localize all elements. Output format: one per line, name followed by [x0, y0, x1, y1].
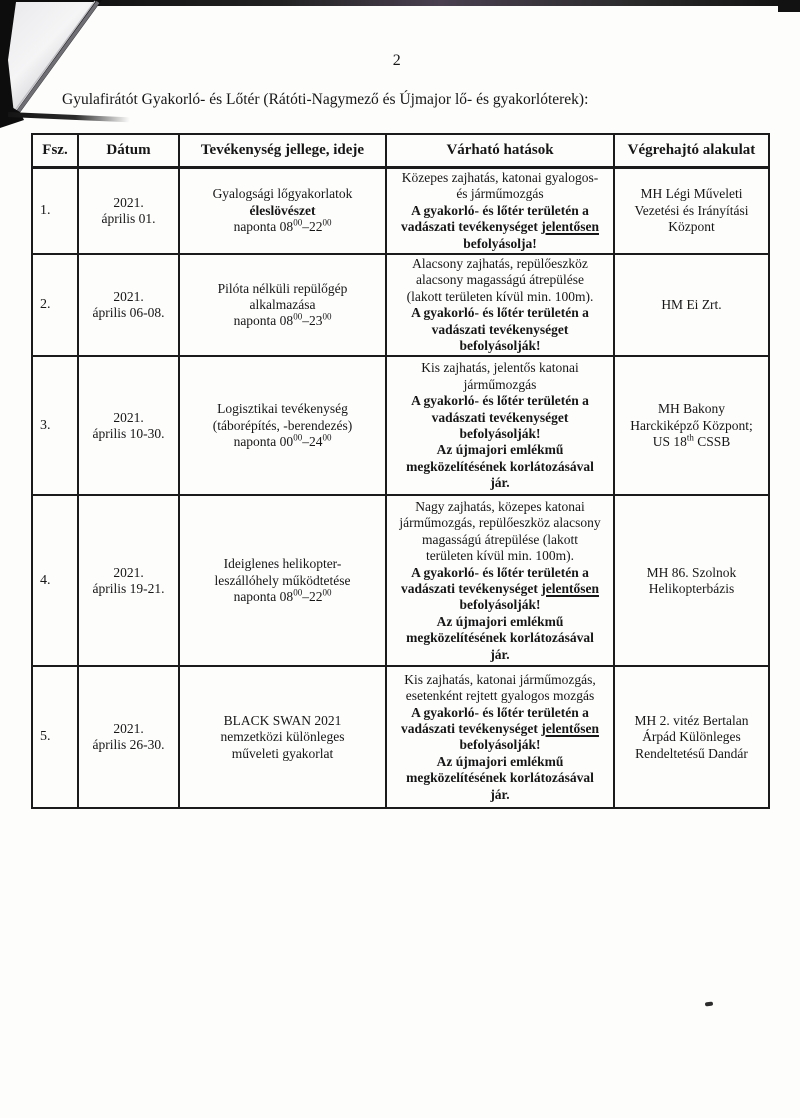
cell-activity	[179, 356, 386, 495]
cell-line: BLACK SWAN 2021	[223, 712, 342, 728]
cell-line: megközelítésének korlátozásával	[406, 630, 594, 646]
cell-effects	[386, 356, 614, 495]
cell-line: MH Bakony	[657, 401, 726, 417]
header-cell: Várható hatások	[386, 134, 614, 168]
cell-line: nemzetközi különleges	[220, 729, 345, 745]
cell-line: járműmozgás, repülőeszköz alacsony	[399, 515, 601, 531]
table-row	[32, 356, 769, 495]
cell-line: 2021.	[113, 288, 144, 304]
cell-line: Nagy zajhatás, közepes katonai	[415, 498, 585, 514]
cell-line: járműmozgás	[463, 376, 537, 392]
cell-line: Harckiképző Központ;	[630, 417, 753, 433]
cell-line: befolyásolják!	[459, 737, 541, 753]
cell-line: Alacsony zajhatás, repülőeszköz	[412, 256, 588, 272]
cell-line: A gyakorló- és lőtér területén a	[411, 704, 589, 720]
table-row	[32, 254, 769, 356]
cell-line: MH 2. vitéz Bertalan	[634, 712, 749, 728]
cell-line: Az újmajori emlékmű	[436, 753, 564, 769]
cell-line: befolyásolják!	[459, 338, 541, 354]
cell-line: MH Légi Műveleti	[640, 186, 743, 202]
cell-line: Az újmajori emlékmű	[436, 613, 564, 629]
document-heading: Gyulafirátót Gyakorló- és Lőtér (Rátóti-Nagymező és Újmajor lő- és gyakorlóterek):	[62, 91, 589, 108]
cell-activity	[179, 168, 386, 255]
cell-activity	[179, 666, 386, 808]
cell-line: műveleti gyakorlat	[231, 745, 334, 761]
header-cell: Tevékenység jellege, ideje	[179, 134, 386, 168]
cell-line: naponta $08^{00}-22^{00}$	[233, 217, 332, 235]
cell-line: éleslövészet	[249, 202, 316, 218]
scan-speck	[705, 1001, 713, 1006]
scan-corner-mark	[778, 0, 800, 12]
cell-line: naponta $00^{00}-24^{00}$	[233, 432, 332, 450]
table-row	[32, 168, 769, 255]
cell-line: naponta $08^{00}-23^{00}$	[233, 311, 332, 329]
cell-line: Árpád Különleges	[642, 729, 741, 745]
cell-line: vadászati tevékenységet jelentősen	[401, 721, 599, 737]
cell-line: Logisztikai tevékenység	[217, 401, 348, 417]
cell-line: befolyásolja!	[463, 235, 537, 251]
cell-line: megközelítésének korlátozásával	[406, 770, 594, 786]
cell-line: Pilóta nélküli repülőgép	[217, 280, 348, 296]
table-row	[32, 495, 769, 666]
header-row	[32, 134, 769, 168]
cell-fsz: 3.	[32, 356, 78, 495]
header-cell: Dátum	[78, 134, 179, 168]
cell-line: esetenként rejtett gyalogos mozgás	[405, 688, 595, 704]
cell-line: US 18th CSSB	[652, 432, 731, 450]
page-number: 2	[392, 52, 402, 69]
cell-line: április 06-08.	[92, 305, 165, 321]
cell-line: MH 86. Szolnok	[646, 564, 737, 580]
cell-unit	[614, 495, 769, 666]
cell-line: leszállóhely működtetése	[214, 572, 351, 588]
cell-line: vadászati tevékenységet	[431, 409, 569, 425]
cell-effects	[386, 254, 614, 356]
cell-line: Ideiglenes helikopter-	[223, 556, 342, 572]
cell-line: területen kívül min. 100m).	[425, 548, 575, 564]
cell-datum	[78, 495, 179, 666]
cell-line: magasságú átrepülése (lakott	[422, 531, 578, 547]
cell-line: A gyakorló- és lőtér területén a	[411, 393, 589, 409]
cell-line: Helikopterbázis	[648, 580, 735, 596]
cell-unit	[614, 666, 769, 808]
cell-line: megközelítésének korlátozásával	[406, 458, 594, 474]
cell-line: Rendeltetésű Dandár	[635, 745, 748, 761]
table-body	[32, 168, 769, 809]
schedule-table	[31, 133, 770, 809]
cell-effects	[386, 168, 614, 255]
cell-line: Gyalogsági lőgyakorlatok	[212, 186, 353, 202]
cell-fsz: 2.	[32, 254, 78, 356]
cell-line: jár.	[490, 475, 510, 491]
cell-line: április 19-21.	[92, 580, 165, 596]
cell-line: jár.	[490, 646, 510, 662]
header-cell: Fsz.	[32, 134, 78, 168]
cell-line: vadászati tevékenységet jelentősen	[401, 219, 599, 235]
cell-datum	[78, 254, 179, 356]
cell-activity	[179, 495, 386, 666]
cell-fsz: 1.	[32, 168, 78, 255]
cell-line: Kis zajhatás, jelentős katonai	[421, 360, 579, 376]
cell-line: alkalmazása	[249, 297, 316, 313]
cell-line: jár.	[490, 786, 510, 802]
cell-unit	[614, 254, 769, 356]
cell-line: (táborépítés, -berendezés)	[212, 417, 353, 433]
cell-datum	[78, 168, 179, 255]
cell-line: naponta $08^{00}-22^{00}$	[233, 587, 332, 605]
cell-line: A gyakorló- és lőtér területén a	[411, 305, 589, 321]
cell-unit	[614, 356, 769, 495]
cell-effects	[386, 666, 614, 808]
cell-line: alacsony magasságú átrepülése	[416, 272, 584, 288]
cell-line: vadászati tevékenységet jelentősen	[401, 580, 599, 596]
cell-line: 2021.	[113, 409, 144, 425]
cell-line: HM Ei Zrt.	[661, 297, 722, 313]
cell-fsz: 4.	[32, 495, 78, 666]
cell-line: április 10-30.	[92, 425, 165, 441]
cell-line: 2021.	[113, 564, 144, 580]
cell-effects	[386, 495, 614, 666]
cell-line: A gyakorló- és lőtér területén a	[411, 202, 589, 218]
cell-line: (lakott területen kívül min. 100m).	[406, 288, 594, 304]
cell-line: 2021.	[113, 721, 144, 737]
cell-unit	[614, 168, 769, 255]
cell-line: vadászati tevékenységet	[431, 321, 569, 337]
cell-line: befolyásolják!	[459, 425, 541, 441]
cell-line: Közepes zajhatás, katonai gyalogos-	[401, 170, 599, 185]
cell-line: A gyakorló- és lőtér területén a	[411, 564, 589, 580]
cell-datum	[78, 356, 179, 495]
table-row	[32, 666, 769, 808]
cell-line: Vezetési és Irányítási	[634, 202, 749, 218]
cell-line: 2021.	[113, 194, 144, 210]
cell-line: Központ	[668, 219, 715, 235]
cell-line: április 26-30.	[92, 737, 165, 753]
cell-line: és járműmozgás	[456, 186, 544, 202]
cell-line: Az újmajori emlékmű	[436, 442, 564, 458]
cell-line: április 01.	[101, 211, 156, 227]
cell-line: befolyásolják!	[459, 597, 541, 613]
cell-datum	[78, 666, 179, 808]
header-cell: Végrehajtó alakulat	[614, 134, 769, 168]
cell-line: Kis zajhatás, katonai járműmozgás,	[404, 671, 596, 687]
cell-activity	[179, 254, 386, 356]
cell-fsz: 5.	[32, 666, 78, 808]
